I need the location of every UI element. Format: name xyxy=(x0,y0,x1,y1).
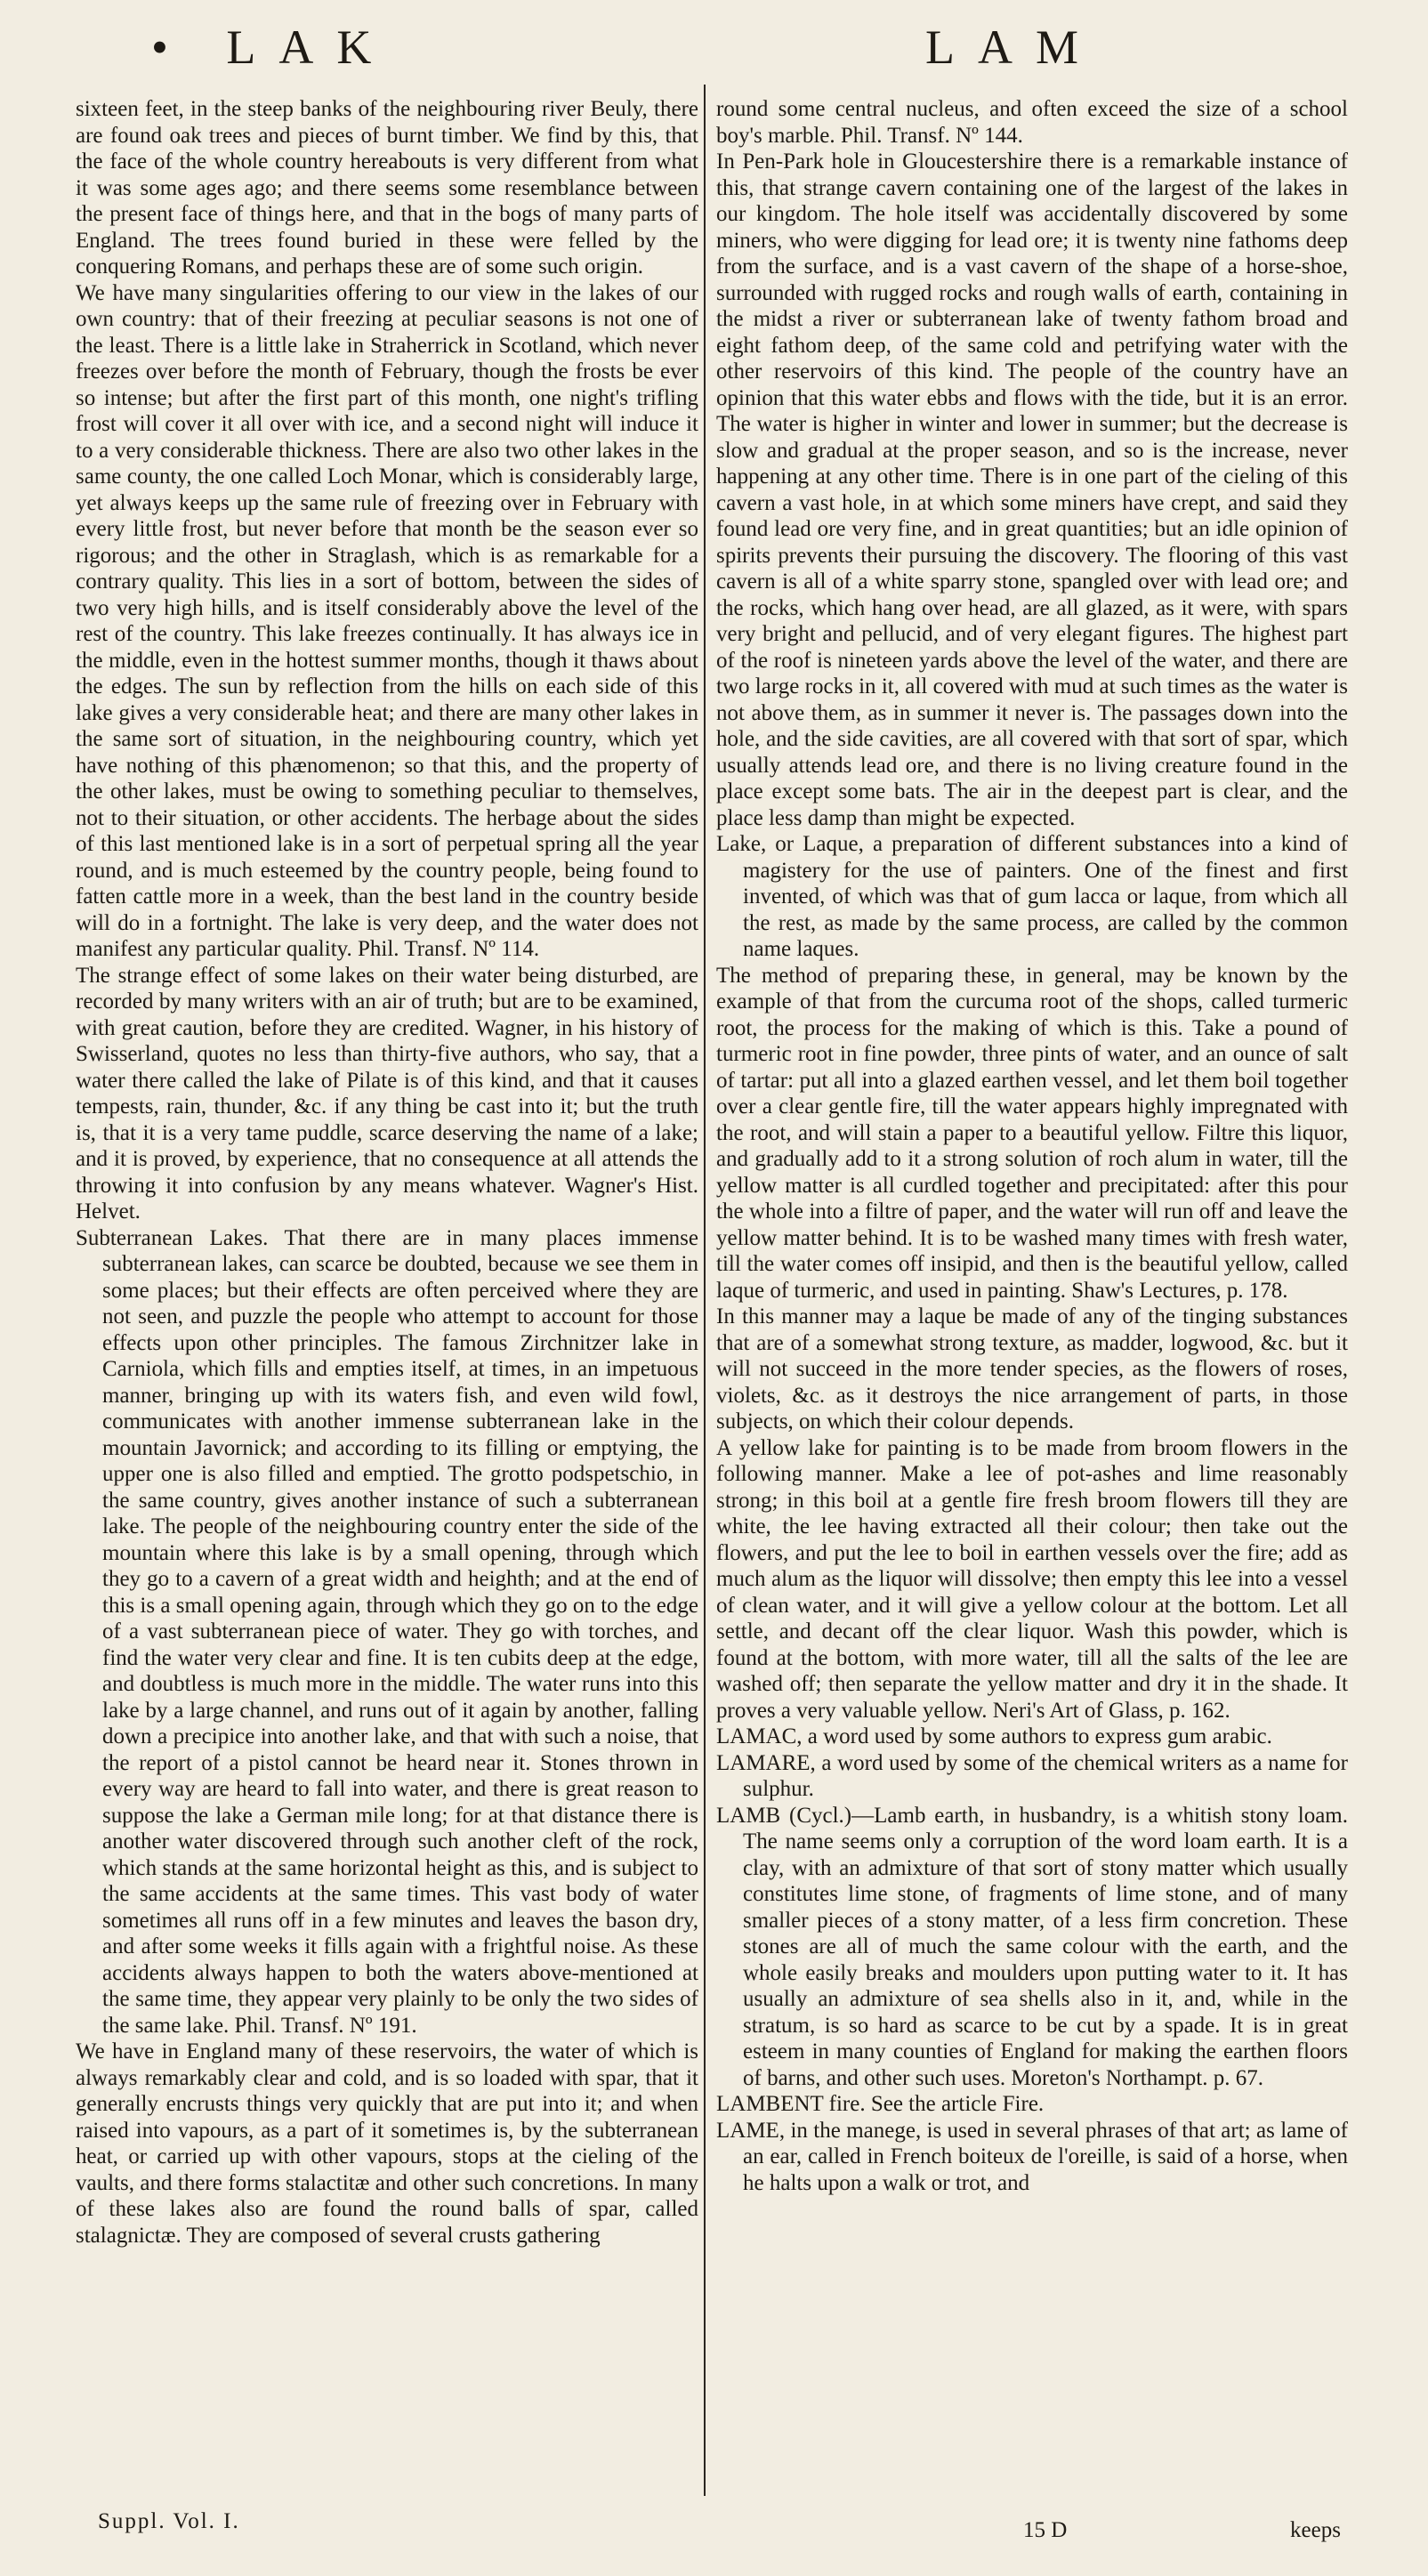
paragraph: round some central nucleus, and often exceed the size of a school boy's marble. Phil. Transf. Nº 144. xyxy=(716,97,1348,148)
entry-lamac: LAMAC, a word used by some authors to express gum arabic. xyxy=(716,1724,1272,1748)
entry-lamb: LAMB (Cycl.)—Lamb earth, in husbandry, is a whitish stony loam. The name seems only a corruption of the word loam earth. It is a clay, with an admixture of that sort of stony matter which usually constitutes lime stone, of fragments of lime stone, and of many smaller pieces of a stony matter, of a less firm concretion. These stones are all of much the same colour with the earth, and the whole easily breaks and moulders upon putting water to it. It has usually an admixture of sea shells also in it, and, while in the stratum, is so hard as scarce to be cut by a spade. It is in great esteem in many counties of England for making the earthen floors of barns, and other such uses. Moreton's Northampt. p. 67. xyxy=(716,1803,1348,2090)
column-divider xyxy=(704,85,706,2496)
entry-lambent: LAMBENT fire. See the article Fire. xyxy=(716,2092,1045,2116)
entry-lame: LAME, in the manege, is used in several phrases of that art; as lame of an ear, called in French boiteux de l'oreille, is said of a horse, when he halts upon a walk or trot, and xyxy=(716,2118,1348,2195)
paragraph: In Pen-Park hole in Gloucestershire there is a remarkable instance of this, that strange cavern containing one of the largest of the lakes in our kingdom. The hole itself was accidentally discovered by some miners, who were digging for lead ore; it is twenty nine fathoms deep from the surface, and is a vast cavern of the shape of a horse-shoe, surrounded with rugged rocks and rough walls of earth, containing in the midst a river or subterranean lake of twenty fathom broad and eight fathom deep, of the same cold and petrifying water with the other reservoirs of this kind. The people of the country have an opinion that this water ebbs and flows with the tide, but it is an error. The water is higher in winter and lower in summer; but the decrease is slow and gradual at the proper season, and so is the increase, never happening at any other time. There is in one part of the cieling of this cavern a vast hole, in at which some miners have crept, and said they found lead ore very fine, and in great quantities; but an idle opinion of spirits prevents their pursuing the discovery. The flooring of this vast cavern is all of a white sparry stone, spangled over with lead ore; and the rocks, which hang over head, are all glazed, as it were, with spars very bright and pellucid, and of very elegant figures. The highest part of the roof is nineteen yards above the level of the water, and there are two large rocks in it, all covered with mud at such times as the water is not above them, as in summer it never is. The passages down into the hole, and the side cavities, are all covered with that sort of spar, which usually attends lead ore, and there is no living creature found in the place except some bats. The air in the deepest part is clear, and the place less damp than might be expected. xyxy=(716,149,1348,830)
paragraph: The method of preparing these, in general, may be known by the example of that from the curcuma root of the shops, called turmeric root, the process for the making of which is this. Take a pound of turmeric root in fine powder, three pints of water, and an ounce of salt of tartar: put all into a glazed earthen vessel, and let them boil together over a clear gentle fire, till the water appears highly impregnated with the root, and will stain a paper to a beautiful yellow. Filtre this liquor, and gradually add to it a strong solution of roch alum in water, till the yellow matter is all curdled together and precipitated: after this pour the whole into a filtre of paper, and the water will run off and leave the yellow matter behind. It is to be washed many times with fresh water, till the water comes off insipid, and then is the beautiful yellow, called laque of turmeric, and used in painting. Shaw's Lectures, p. 178. xyxy=(716,963,1348,1303)
paragraph: The strange effect of some lakes on their water being disturbed, are recorded by many writers with an air of truth; but are to be examined, with great caution, before they are credited. Wagner, in his history of Swisserland, quotes no less than thirty-five authors, who say, that a water there called the lake of Pilate is of this kind, and that it causes tempests, rain, thunder, &c. if any thing be cast into it; but the truth is, that it is a very tame puddle, scarce deserving the name of a lake; and it is proved, by experience, that no consequence at all attends the throwing it into confusion by any means whatever. Wagner's Hist. Helvet. xyxy=(76,963,698,1223)
left-column xyxy=(76,96,698,2249)
paragraph: We have many singularities offering to our view in the lakes of our own country: that of their freezing at peculiar seasons is not one of the least. There is a little lake in Straherrick in Scotland, which never freezes over before the month of February, though the frosts be ever so intense; but after the first part of this month, one night's trifling frost will cover it all over with ice, and a second night will induce it to a very considerable thickness. There are also two other lakes in the same county, the one called Loch Monar, which is considerably large, yet always keeps up the same rule of freezing over in February with every little frost, but never before that month be the season ever so rigorous; and the other in Straglash, which is as remarkable for a contrary quality. This lies in a sort of bottom, between the sides of two very high hills, and is itself considerably above the level of the rest of the country. This lake freezes continually. It has always ice in the middle, even in the hottest summer months, though it thaws about the edges. The sun by reflection from the hills on each side of this lake gives a very considerable heat; and there are many other lakes in the same sort of situation, in the neighbouring country, which yet have nothing of this phænomenon; so that this, and the property of the other lakes, must be owing to something peculiar to themselves, not to their situation, or other accidents. The herbage about the sides of this last mentioned lake is in a sort of perpetual spring all the year round, and is much esteemed by the country people, being found to fatten cattle more in a week, than the best land in the country beside will do in a fortnight. The lake is very deep, and the water does not manifest any particular quality. Phil. Transf. Nº 114. xyxy=(76,280,698,961)
catchword: keeps xyxy=(1290,2518,1341,2542)
volume-footer: Suppl. Vol. I. xyxy=(98,2509,240,2533)
paragraph: We have in England many of these reservoirs, the water of which is always remarkably clear and cold, and is so loaded with spar, that it generally encrusts things very quickly that are put into it; and when raised into vapours, as a part of it sometimes is, by the subterranean heat, or carried up with other vapours, stops at the cieling of the vaults, and there forms stalactitæ and other such concretions. In many of these lakes also are found the round balls of spar, called stalagnictæ. They are composed of several crusts gathering xyxy=(76,2039,698,2248)
running-header xyxy=(0,20,1428,82)
entry-lake-laque: Lake, or Laque, a preparation of different substances into a kind of magistery for the use of painters. One of the finest and first invented, of which was that of gum lacca or laque, from which all the rest, as made by the same process, are called by the common name laques. xyxy=(716,832,1348,961)
paragraph: A yellow lake for painting is to be made from broom flowers in the following manner. Make a lee of pot-ashes and lime reasonably strong; in this boil at a gentle fire fresh broom flowers till they are white, the lee having extracted all their colour; then take out the flowers, and put the lee to boil in earthen vessels over the fire; add as much alum as the liquor will dissolve; then empty this lee into a vessel of clean water, and it will give a yellow colour at the bottom. Let all settle, and decant off the clear liquor. Wash this powder, which is found at the bottom, with more water, till all the salts of the lee are washed off; then separate the yellow matter and dry it in the shade. It proves a very valuable yellow. Neri's Art of Glass, p. 162. xyxy=(716,1435,1348,1723)
header-right-guideword: LAM xyxy=(925,20,1101,74)
paragraph: In this manner may a laque be made of any of the tinging substances that are of a somewhat strong texture, as madder, logwood, &c. but it will not succeed in the more tender species, as the flowers of roses, violets, &c. as it destroys the nice arrangement of parts, in those subjects, on which their colour depends. xyxy=(716,1304,1348,1433)
entry-lamare: LAMARE, a word used by some of the chemical writers as a name for sulphur. xyxy=(716,1750,1348,1801)
paragraph: sixteen feet, in the steep banks of the neighbouring river Beuly, there are found oak trees and pieces of burnt timber. We find by this, that the face of the whole country hereabouts is very different from what it was some ages ago; and there seems some resemblance between the present face of things here, and that in the bogs of many parts of England. The trees found buried in these were felled by the conquering Romans, and perhaps these are of some such origin. xyxy=(76,97,698,279)
header-left-guideword: • LAK xyxy=(151,20,395,74)
signature-mark: 15 D xyxy=(1023,2518,1068,2542)
right-column xyxy=(716,96,1348,2196)
entry-subterranean-lakes: Subterranean Lakes. That there are in many places immense subterranean lakes, can scarce be doubted, because we see them in some places; but their effects are often perceived where they are not seen, and puzzle the people who attempt to account for those effects upon other principles. The famous Zirchnitzer lake in Carniola, which fills and empties itself, at times, in an impetuous manner, bringing up with its waters fish, and even wild fowl, communicates with another immense subterranean lake in the mountain Javornick; and according to its filling or emptying, the upper one is also filled and emptied. The grotto podspetschio, in the same country, gives another instance of such a subterranean lake. The people of the neighbouring country enter the side of the mountain where this lake is by a small opening, through which they go to a cavern of a great width and heighth; and at the end of this is a small opening again, through which they go on to the edge of a vast subterranean piece of water. They go with torches, and find the water very clear and fine. It is ten cubits deep at the edge, and doubtless is much more in the middle. The water runs into this lake by a large channel, and runs out of it again by another, falling down a precipice into another lake, and that with such a noise, that the report of a pistol cannot be heard near it. Stones thrown in every way are heard to fall into water, and there is great reason to suppose the lake a German mile long; for at that distance there is another water discovered through such another cleft of the rock, which stands at the same horizontal height as this, and is subject to the same accidents at the same times. This vast body of water sometimes all runs off in a few minutes and leaves the bason dry, and after some weeks it fills again with a frightful noise. As these accidents always happen to both the waters above-mentioned at the same time, they appear very plainly to be only the two sides of the same lake. Phil. Transf. Nº 191. xyxy=(76,1225,698,2038)
